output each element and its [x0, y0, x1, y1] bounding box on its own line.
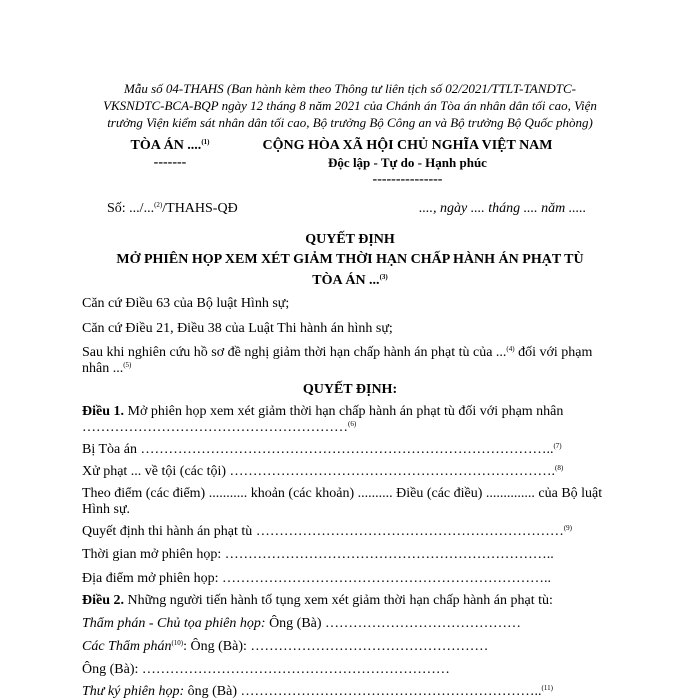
decision-title: QUYẾT ĐỊNH [305, 232, 395, 247]
field-meeting-place-dots: …………………………………………………………….. [222, 571, 551, 586]
court-block [95, 137, 245, 171]
basis-3-end: đối với phạm [514, 345, 593, 360]
field-sentence [82, 464, 563, 480]
field-meeting-time-dots: …………………………………………………………….. [224, 547, 554, 562]
field-sentence-dots: ……………………………………………………………. [229, 464, 556, 479]
field-execution-decision-label: Quyết định thi hành án phạt tù [82, 524, 256, 539]
field-legal-basis-continued [82, 502, 130, 518]
field-secretary-label: Thư ký phiên họp: [82, 684, 185, 699]
field-execution-decision [82, 524, 572, 540]
basis-3-continued [82, 361, 131, 377]
article-1-intro [82, 404, 563, 420]
decision-heading: QUYẾT ĐỊNH: [302, 382, 398, 397]
field-court-dots: …………………………………………………………………………….. [140, 442, 554, 457]
footnote-10: (10) [171, 639, 184, 647]
form-header-note-line2: VKSNDTC-BCA-BQP ngày 12 tháng 8 năm 2021 của Chánh án Tòa án nhân dân tối cao, Viện [103, 98, 597, 113]
nation-block [255, 137, 560, 188]
field-presiding-judge [82, 616, 521, 632]
field-meeting-place-label: Địa điểm mở phiên họp: [82, 571, 222, 586]
form-header-note-line1: Mẫu số 04-THAHS (Ban hành kèm theo Thông tư liên tịch số 02/2021/TTLT-TANDTC- [124, 81, 576, 96]
footnote-7: (7) [553, 442, 562, 450]
field-judges-label: Các Thẩm phán [82, 639, 172, 654]
footnote-1: (1) [201, 138, 210, 146]
field-legal-basis-label: Theo điểm (các điểm) ........... khoản (các khoản) .......... Điều (các điều) .............. của Bộ luật [82, 486, 603, 501]
article-2-intro [82, 593, 553, 609]
form-header-note [0, 80, 700, 131]
article-1-dots: ………………………………………………… [82, 420, 348, 435]
decision-court [0, 273, 700, 289]
footnote-3: (3) [379, 273, 388, 281]
field-court [82, 442, 562, 458]
footnote-2: (2) [154, 201, 163, 209]
basis-3 [82, 345, 592, 361]
article-2-text: Những người tiến hành tố tụng xem xét giảm thời hạn chấp hành án phạt tù: [124, 593, 553, 608]
form-header-note-line3: trưởng Viện kiểm sát nhân dân tối cao, Bộ trưởng Bộ Công an và Bộ trưởng Bộ Quốc phòng) [107, 115, 593, 130]
field-judge-2: Ông (Bà): ………………………………………………………… [82, 662, 450, 677]
field-secretary [82, 684, 553, 700]
date-line: ...., ngày .... tháng .... năm ..... [419, 201, 587, 216]
basis-3-continued-text: nhân ... [82, 361, 124, 376]
article-2-label: Điều 2. [82, 593, 124, 608]
decision-court-name: TÒA ÁN ... [312, 273, 380, 288]
field-secretary-value: ông (Bà) ……………………………………………………….. [184, 684, 542, 699]
nation-dashes: --------------- [372, 172, 443, 187]
footnote-11: (11) [541, 684, 553, 692]
footnote-6: (6) [348, 420, 357, 428]
field-sentence-label: Xử phạt ... về tội (các tội) [82, 464, 230, 479]
article-1-text: Mở phiên họp xem xét giảm thời hạn chấp hành án phạt tù đối với phạm nhân [124, 404, 564, 419]
field-meeting-time-label: Thời gian mở phiên họp: [82, 547, 225, 562]
nation-title: CỘNG HÒA XÃ HỘI CHỦ NGHĨA VIỆT NAM [262, 138, 553, 153]
footnote-4: (4) [506, 345, 515, 353]
basis-3-text: Sau khi nghiên cứu hồ sơ đề nghị giảm thời hạn chấp hành án phạt tù của ... [82, 345, 507, 360]
field-meeting-place [82, 571, 551, 587]
nation-motto: Độc lập - Tự do - Hạnh phúc [328, 155, 487, 170]
field-meeting-time [82, 547, 554, 563]
basis-1: Căn cứ Điều 63 của Bộ luật Hình sự; [82, 296, 290, 311]
article-1-label: Điều 1. [82, 404, 124, 419]
footnote-9: (9) [563, 524, 572, 532]
field-presiding-judge-label: Thẩm phán - Chủ tọa phiên họp: [82, 616, 266, 631]
footnote-8: (8) [555, 464, 564, 472]
basis-2: Căn cứ Điều 21, Điều 38 của Luật Thi hành án hình sự; [82, 321, 393, 336]
footnote-5: (5) [123, 361, 132, 369]
article-1-dots-line [82, 420, 356, 436]
court-dashes: ------- [153, 155, 187, 170]
court-name: TÒA ÁN .... [130, 138, 202, 153]
document-number-prefix: Số: .../... [107, 201, 155, 216]
field-court-label: Bị Tòa án [82, 442, 141, 457]
field-legal-basis-continued-label: Hình sự. [82, 502, 131, 517]
document-number-suffix: /THAHS-QĐ [162, 201, 238, 216]
field-execution-decision-dots: ………………………………………………………… [255, 524, 564, 539]
field-presiding-judge-value: Ông (Bà) …………………………………… [265, 616, 522, 631]
field-legal-basis [82, 486, 602, 502]
decision-subtitle: MỞ PHIÊN HỌP XEM XÉT GIẢM THỜI HẠN CHẤP HÀNH ÁN PHẠT TÙ [116, 252, 584, 267]
document-number [107, 201, 238, 217]
field-judges [82, 639, 488, 655]
field-judges-value: : Ông (Bà): …………………………………………… [183, 639, 489, 654]
